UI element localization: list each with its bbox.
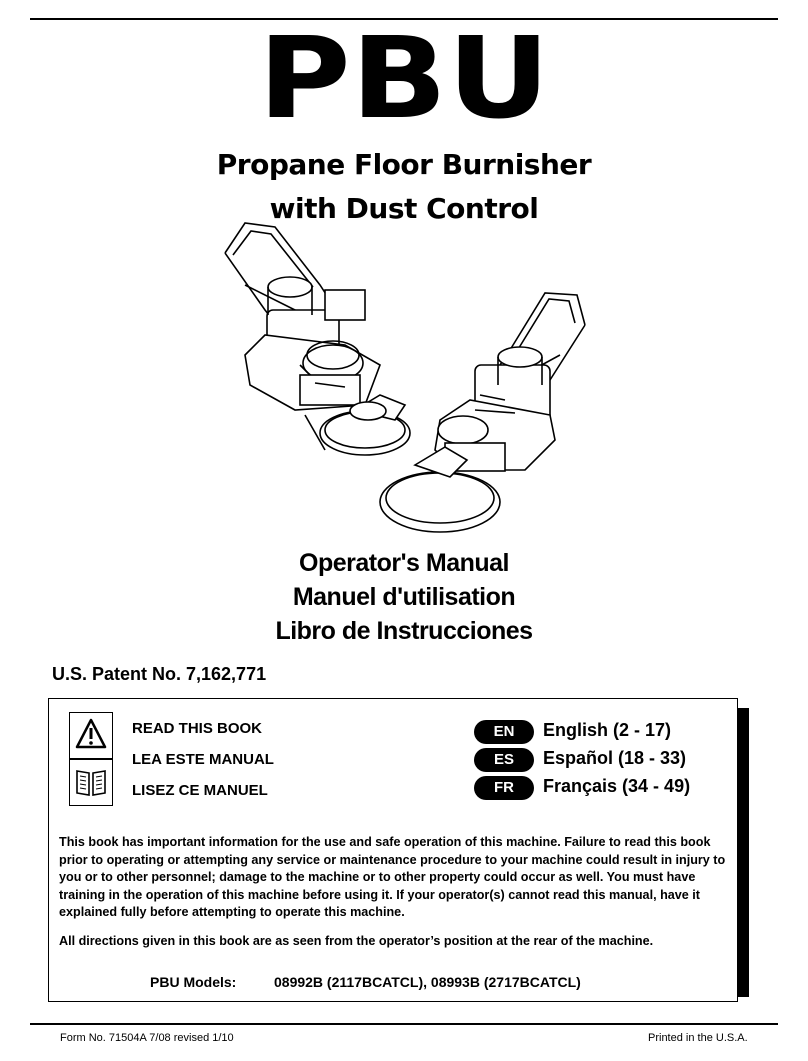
floor-burnisher-illustration [205, 215, 600, 545]
patent-number: U.S. Patent No. 7,162,771 [52, 664, 267, 684]
brand-logo-text: PBU [258, 25, 550, 125]
directions-note: All directions given in this book are as seen from the operator’s position at the rear of the machine. [59, 934, 654, 948]
read-label-french: LISEZ CE MANUEL [132, 782, 268, 799]
models-label: PBU Models: [150, 974, 237, 990]
language-section-french: Français (34 - 49) [543, 776, 691, 796]
product-title-line1: Propane Floor Burnisher [216, 148, 592, 181]
read-label-spanish: LEA ESTE MANUAL [132, 751, 274, 768]
read-manual-icon-frame [69, 712, 113, 806]
safety-notice-paragraph: This book has important information for the use and safe operation of this machine. Failure to read this book prior to operating or attempting any service or maintenance procedure to your machine could result in injury to you or to other personnel; damage to the machine or to other property could occur as well. You must have training in the operation of this machine before using it. If your operator(s) cannot read this manual, have it explained fully before attempting to operate this machine. [59, 835, 726, 919]
printed-in: Printed in the U.S.A. [648, 1032, 748, 1044]
open-book-icon [74, 765, 108, 799]
language-badge-es: ES [474, 748, 534, 772]
left-machine-drawing [225, 223, 410, 455]
manual-title-spanish: Libro de Instrucciones [275, 617, 533, 645]
form-number: Form No. 71504A 7/08 revised 1/10 [60, 1032, 234, 1044]
language-section-spanish: Español (18 - 33) [543, 748, 687, 768]
brand-logo [0, 25, 808, 125]
read-label-english: READ THIS BOOK [132, 720, 263, 737]
manual-title-french: Manuel d'utilisation [292, 583, 516, 611]
language-badge-en: EN [474, 720, 534, 744]
bottom-rule [30, 1023, 778, 1025]
language-badge-fr: FR [474, 776, 534, 800]
top-rule [30, 18, 778, 20]
models-value: 08992B (2117BCATCL), 08993B (2717BCATCL) [274, 974, 581, 990]
language-section-english: English (2 - 17) [543, 720, 672, 740]
product-title-line2: with Dust Control [269, 192, 539, 225]
manual-title-english: Operator's Manual [299, 549, 509, 577]
right-machine-drawing [380, 293, 585, 532]
warning-icon [75, 717, 107, 751]
